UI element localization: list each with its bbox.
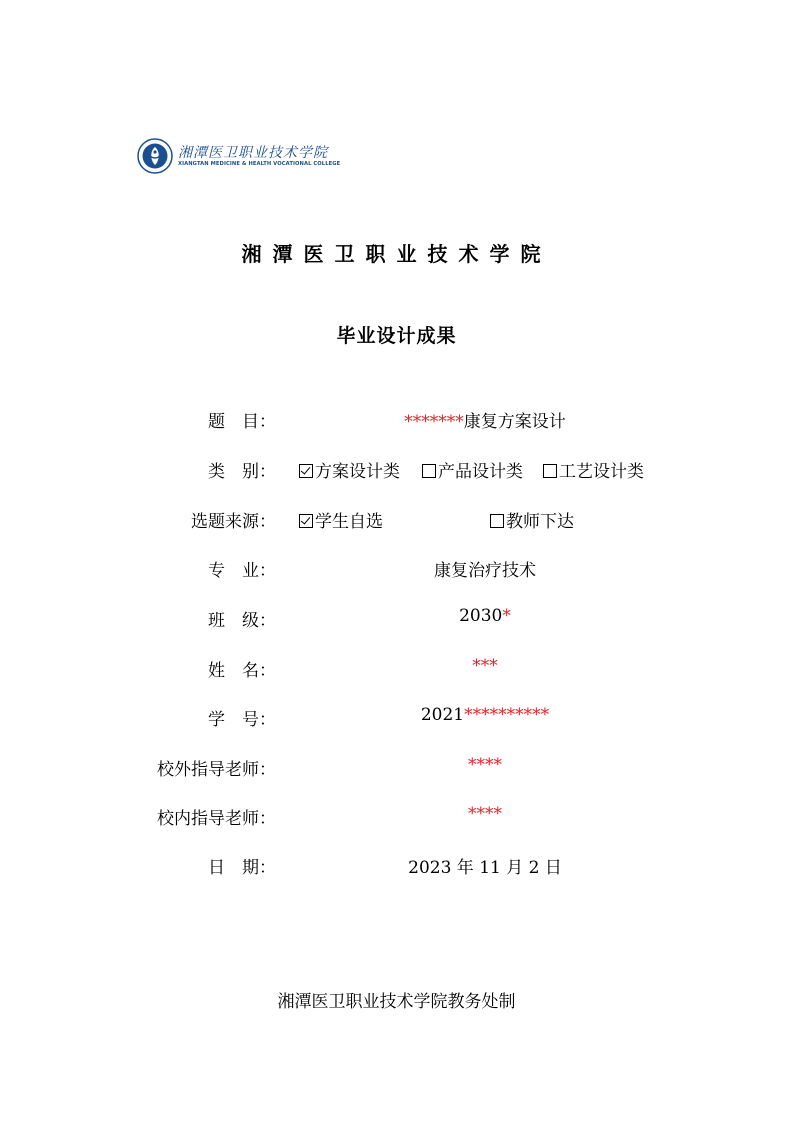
unchecked-box-icon[interactable] — [490, 514, 504, 528]
topic-value-masked: ******* — [404, 412, 464, 432]
source-label: 选题来源： — [191, 512, 276, 532]
source-option-teacher[interactable] — [490, 507, 574, 532]
class-value — [270, 606, 700, 626]
name-row — [0, 656, 793, 680]
college-seal-icon — [137, 138, 173, 174]
inner-advisor-label: 校内指导老师： — [157, 809, 276, 829]
category-option-product[interactable] — [422, 457, 523, 482]
checked-box-icon[interactable] — [299, 514, 313, 528]
topic-value-text: 康复方案设计 — [463, 412, 566, 432]
unchecked-box-icon[interactable] — [422, 464, 436, 478]
category-option-process[interactable] — [543, 457, 644, 482]
inner-advisor-value-masked: **** — [468, 804, 502, 824]
major-value: 康复治疗技术 — [434, 561, 536, 581]
source-option-label: 教师下达 — [506, 512, 574, 532]
outer-advisor-row — [0, 755, 793, 779]
category-row — [0, 457, 793, 481]
logo-name-cn: 湘潭医卫职业技术学院 — [178, 145, 328, 161]
inner-advisor-row — [0, 804, 793, 828]
student-id-row — [0, 705, 793, 729]
name-label: 姓 名： — [208, 661, 276, 681]
category-option-label: 产品设计类 — [438, 462, 523, 482]
footer-issuer: 湘潭医卫职业技术学院教务处制 — [277, 992, 516, 1012]
class-value-masked: * — [502, 606, 511, 626]
topic-row — [0, 407, 793, 431]
class-row — [0, 606, 793, 630]
student-id-label: 学 号： — [208, 710, 276, 730]
checked-box-icon[interactable] — [299, 464, 313, 478]
topic-label: 题 目： — [208, 412, 276, 432]
category-option-label: 方案设计类 — [315, 462, 400, 482]
source-row — [0, 507, 793, 531]
school-title: 湘潭医卫职业技术学院 — [241, 242, 552, 266]
class-value-text: 2030 — [459, 606, 503, 626]
category-option-label: 工艺设计类 — [559, 462, 644, 482]
student-id-value-masked: ********** — [464, 705, 550, 725]
date-label: 日 期： — [208, 858, 276, 878]
name-value-masked: *** — [472, 656, 498, 676]
class-label: 班 级： — [208, 611, 276, 631]
outer-advisor-label: 校外指导老师： — [157, 760, 276, 780]
date-row — [0, 853, 793, 877]
topic-value — [270, 407, 700, 432]
date-value: 2023 年 11 月 2 日 — [408, 858, 562, 878]
outer-advisor-value-masked: **** — [468, 755, 502, 775]
logo-name-en: XIANGTAN MEDICINE & HEALTH VOCATIONAL COLLEGE — [178, 161, 341, 167]
source-option-label: 学生自选 — [315, 512, 383, 532]
category-option-scheme[interactable] — [299, 457, 400, 482]
unchecked-box-icon[interactable] — [543, 464, 557, 478]
student-id-value-text: 2021 — [420, 705, 465, 725]
source-option-student[interactable] — [299, 507, 383, 532]
category-label: 类 别： — [208, 462, 276, 482]
major-label: 专 业： — [208, 561, 276, 581]
college-logo — [137, 138, 341, 174]
student-id-value — [270, 705, 700, 725]
document-title: 毕业设计成果 — [336, 325, 457, 347]
major-row — [0, 556, 793, 580]
